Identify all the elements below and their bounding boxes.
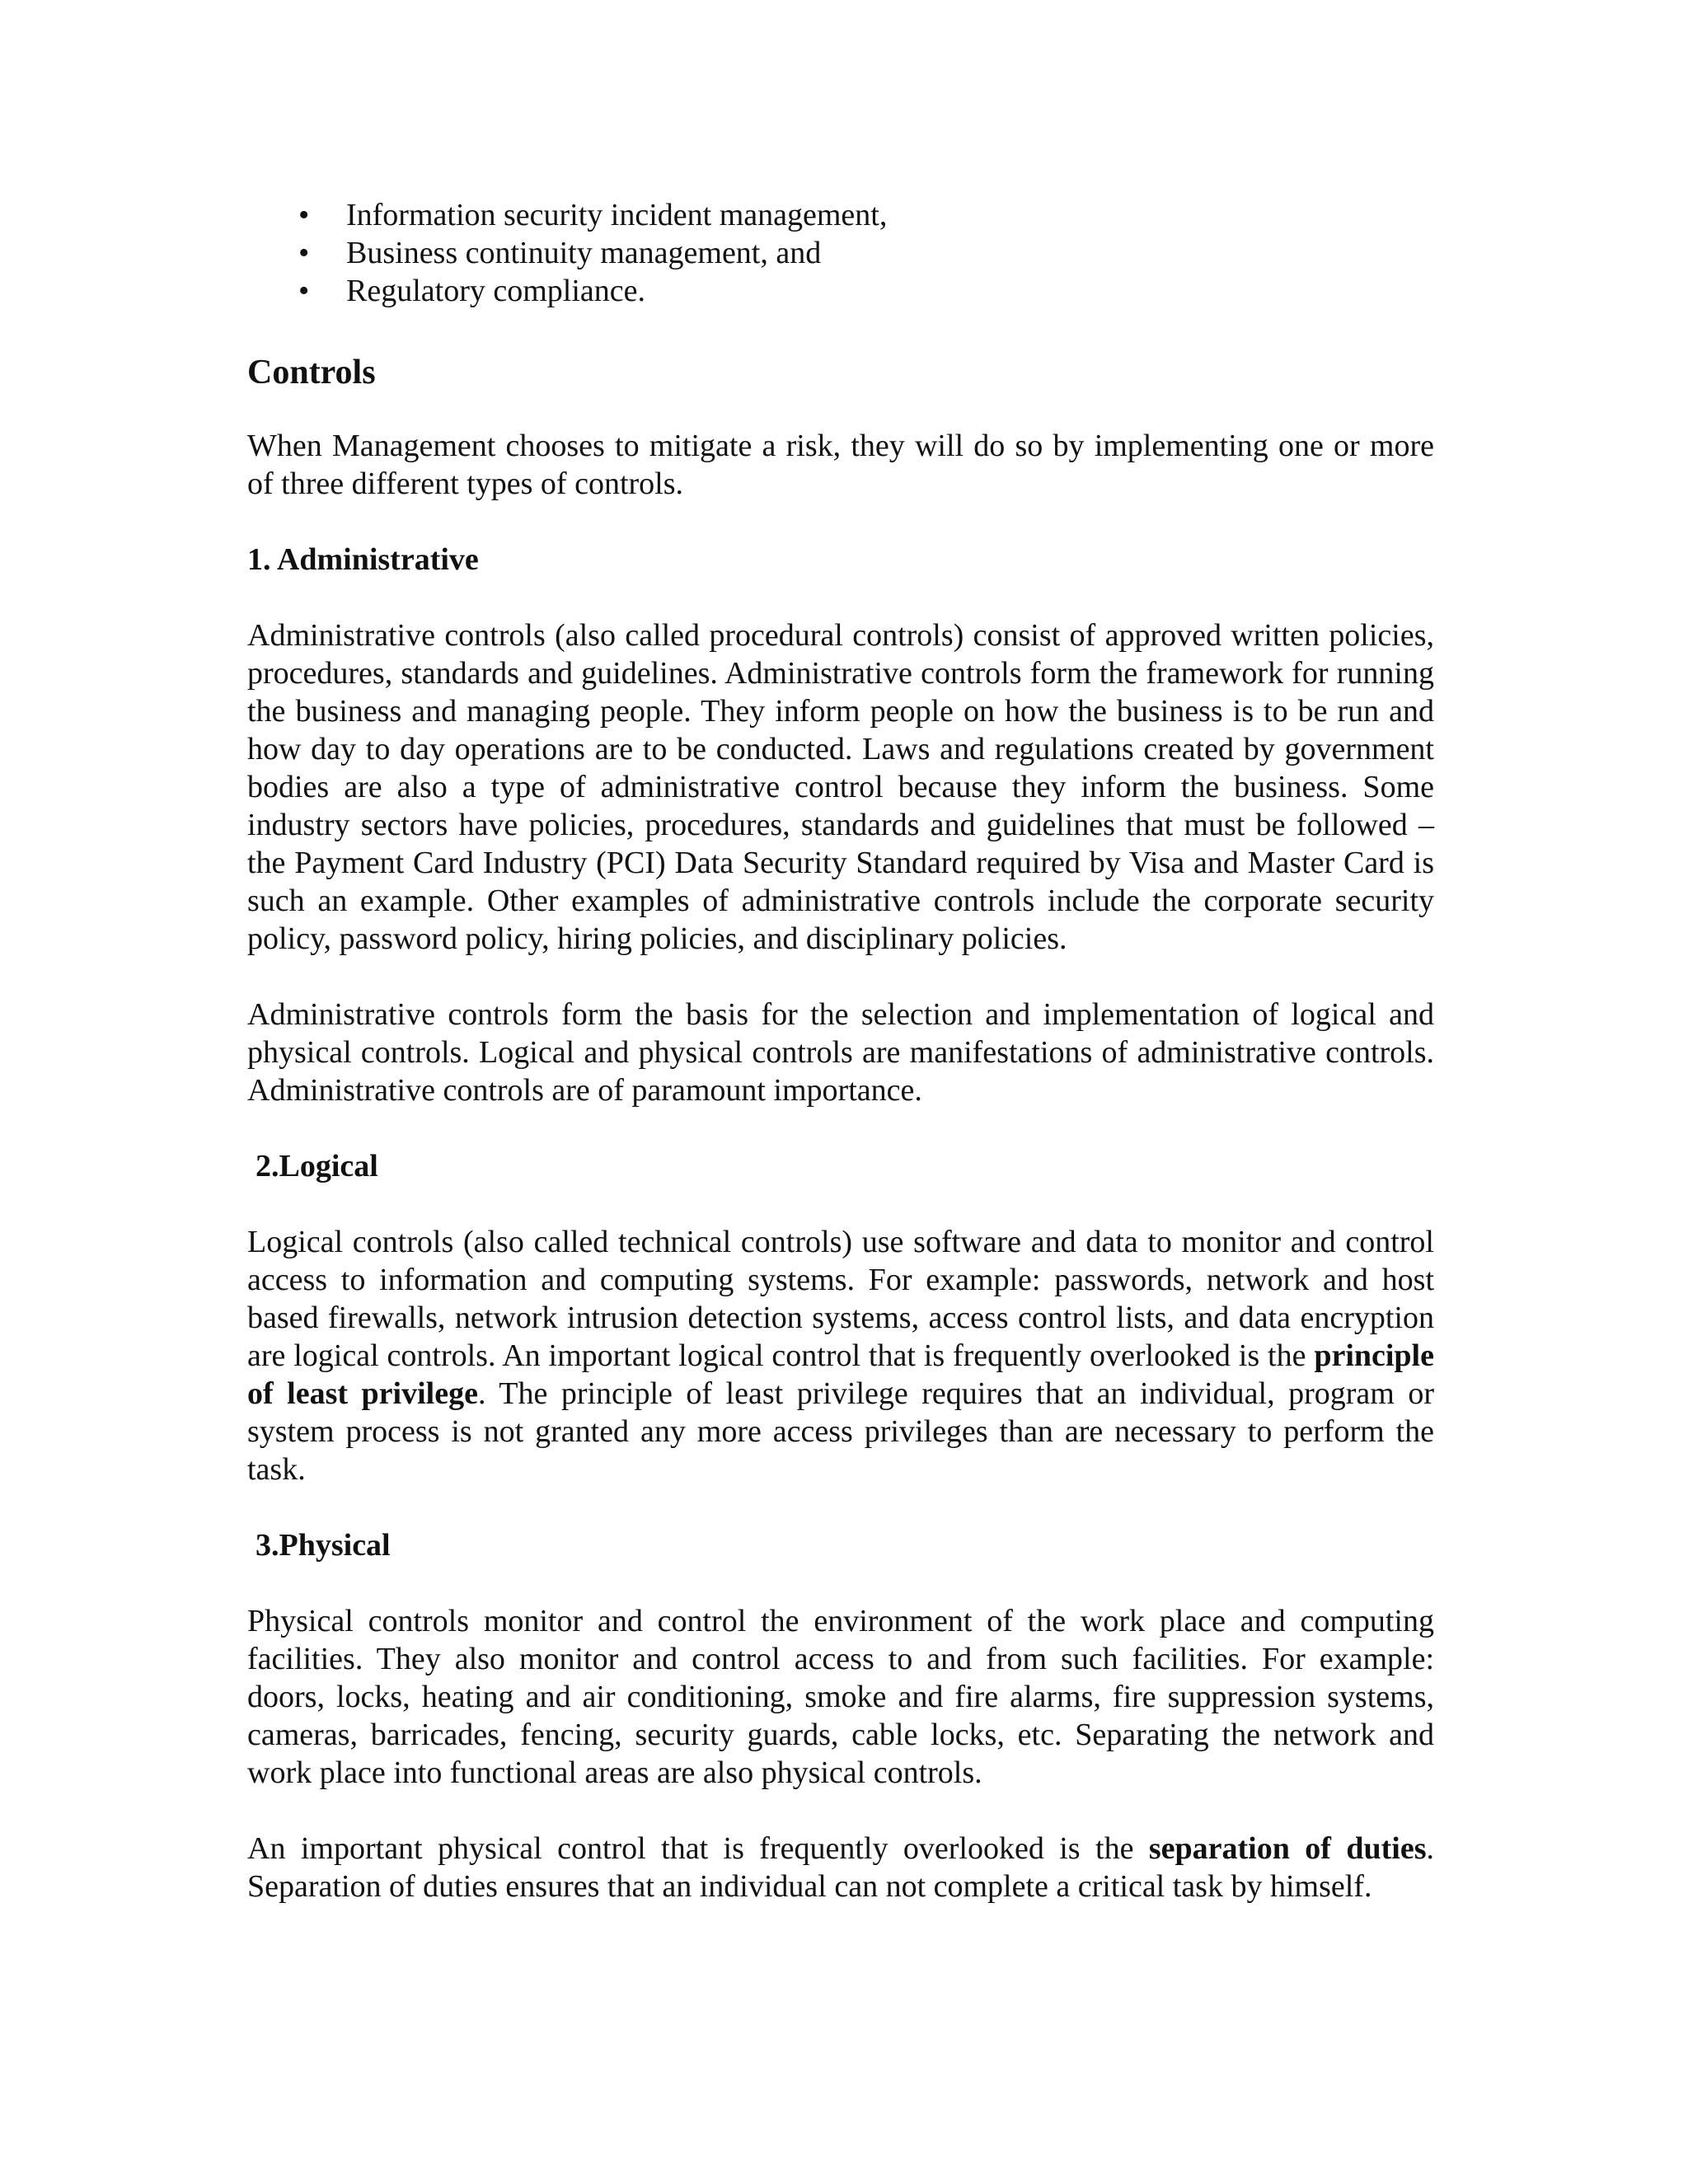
bullet-dot-icon: •	[298, 274, 310, 308]
logical-text-after: . The principle of least privilege requires that an individual, program or system process is not granted any more access privileges than are necessary to perform the task.	[247, 1376, 1434, 1487]
administrative-paragraph-2: Administrative controls form the basis for the selection and implementation of logical and physical controls. Logical and physical controls are manifestations of administrative controls. Administrative controls are of paramount importance.	[247, 997, 1434, 1108]
administrative-paragraph-1: Administrative controls (also called procedural controls) consist of approved written policies, procedures, standards and guidelines. Administrative controls form the framework for running the business and managing people. They inform people on how the business is to be run and how day to day operations are to be conducted. Laws and regulations created by government bodies are also a type of administrative control because they inform the business. Some industry sectors have policies, procedures, standards and guidelines that must be followed – the Payment Card Industry (PCI) Data Security Standard required by Visa and Master Card is such an example. Other examples of administrative controls include the corporate security policy, password policy, hiring policies, and disciplinary policies.	[247, 618, 1434, 956]
physical-paragraph-2	[247, 1830, 1434, 1905]
logical-heading: 2.Logical	[256, 1149, 378, 1183]
bullet-list	[247, 196, 1434, 310]
logical-paragraph	[247, 1223, 1434, 1488]
bullet-item	[247, 234, 1434, 272]
physical-heading: 3.Physical	[256, 1528, 391, 1563]
bullet-text: Business continuity management, and	[346, 236, 822, 270]
bullet-item	[247, 272, 1434, 310]
controls-heading: Controls	[247, 354, 376, 391]
bullet-text: Regulatory compliance.	[346, 274, 645, 308]
logical-text-before: Logical controls (also called technical controls) use software and data to monitor and control access to information and computing systems. For example: passwords, network and host based firewalls, network intrusion detection systems, access control lists, and data encryption are logical controls. An important logical control that is frequently overlooked is the	[247, 1225, 1434, 1373]
physical-paragraph-1: Physical controls monitor and control the environment of the work place and computing facilities. They also monitor and control access to and from such facilities. For example: doors, locks, heating and air conditioning, smoke and fire alarms, fire suppression systems, cameras, barricades, fencing, security guards, cable locks, etc. Separating the network and work place into functional areas are also physical controls.	[247, 1604, 1434, 1790]
bullet-dot-icon: •	[298, 198, 310, 232]
bullet-dot-icon: •	[298, 236, 310, 270]
physical-text-after: . Separation of duties ensures that an individual can not complete a critical task by himself.	[247, 1831, 1434, 1904]
administrative-heading: 1. Administrative	[247, 542, 479, 577]
least-privilege-term: principle of least privilege	[247, 1338, 1434, 1411]
separation-of-duties-term: separation of duties	[1148, 1831, 1427, 1866]
bullet-item	[247, 196, 1434, 234]
document-page	[247, 196, 1434, 1905]
bullet-text: Information security incident management,	[346, 198, 888, 232]
intro-paragraph: When Management chooses to mitigate a risk, they will do so by implementing one or more of three different types of controls.	[247, 429, 1434, 501]
physical-text-before: An important physical control that is frequently overlooked is the	[247, 1831, 1149, 1866]
